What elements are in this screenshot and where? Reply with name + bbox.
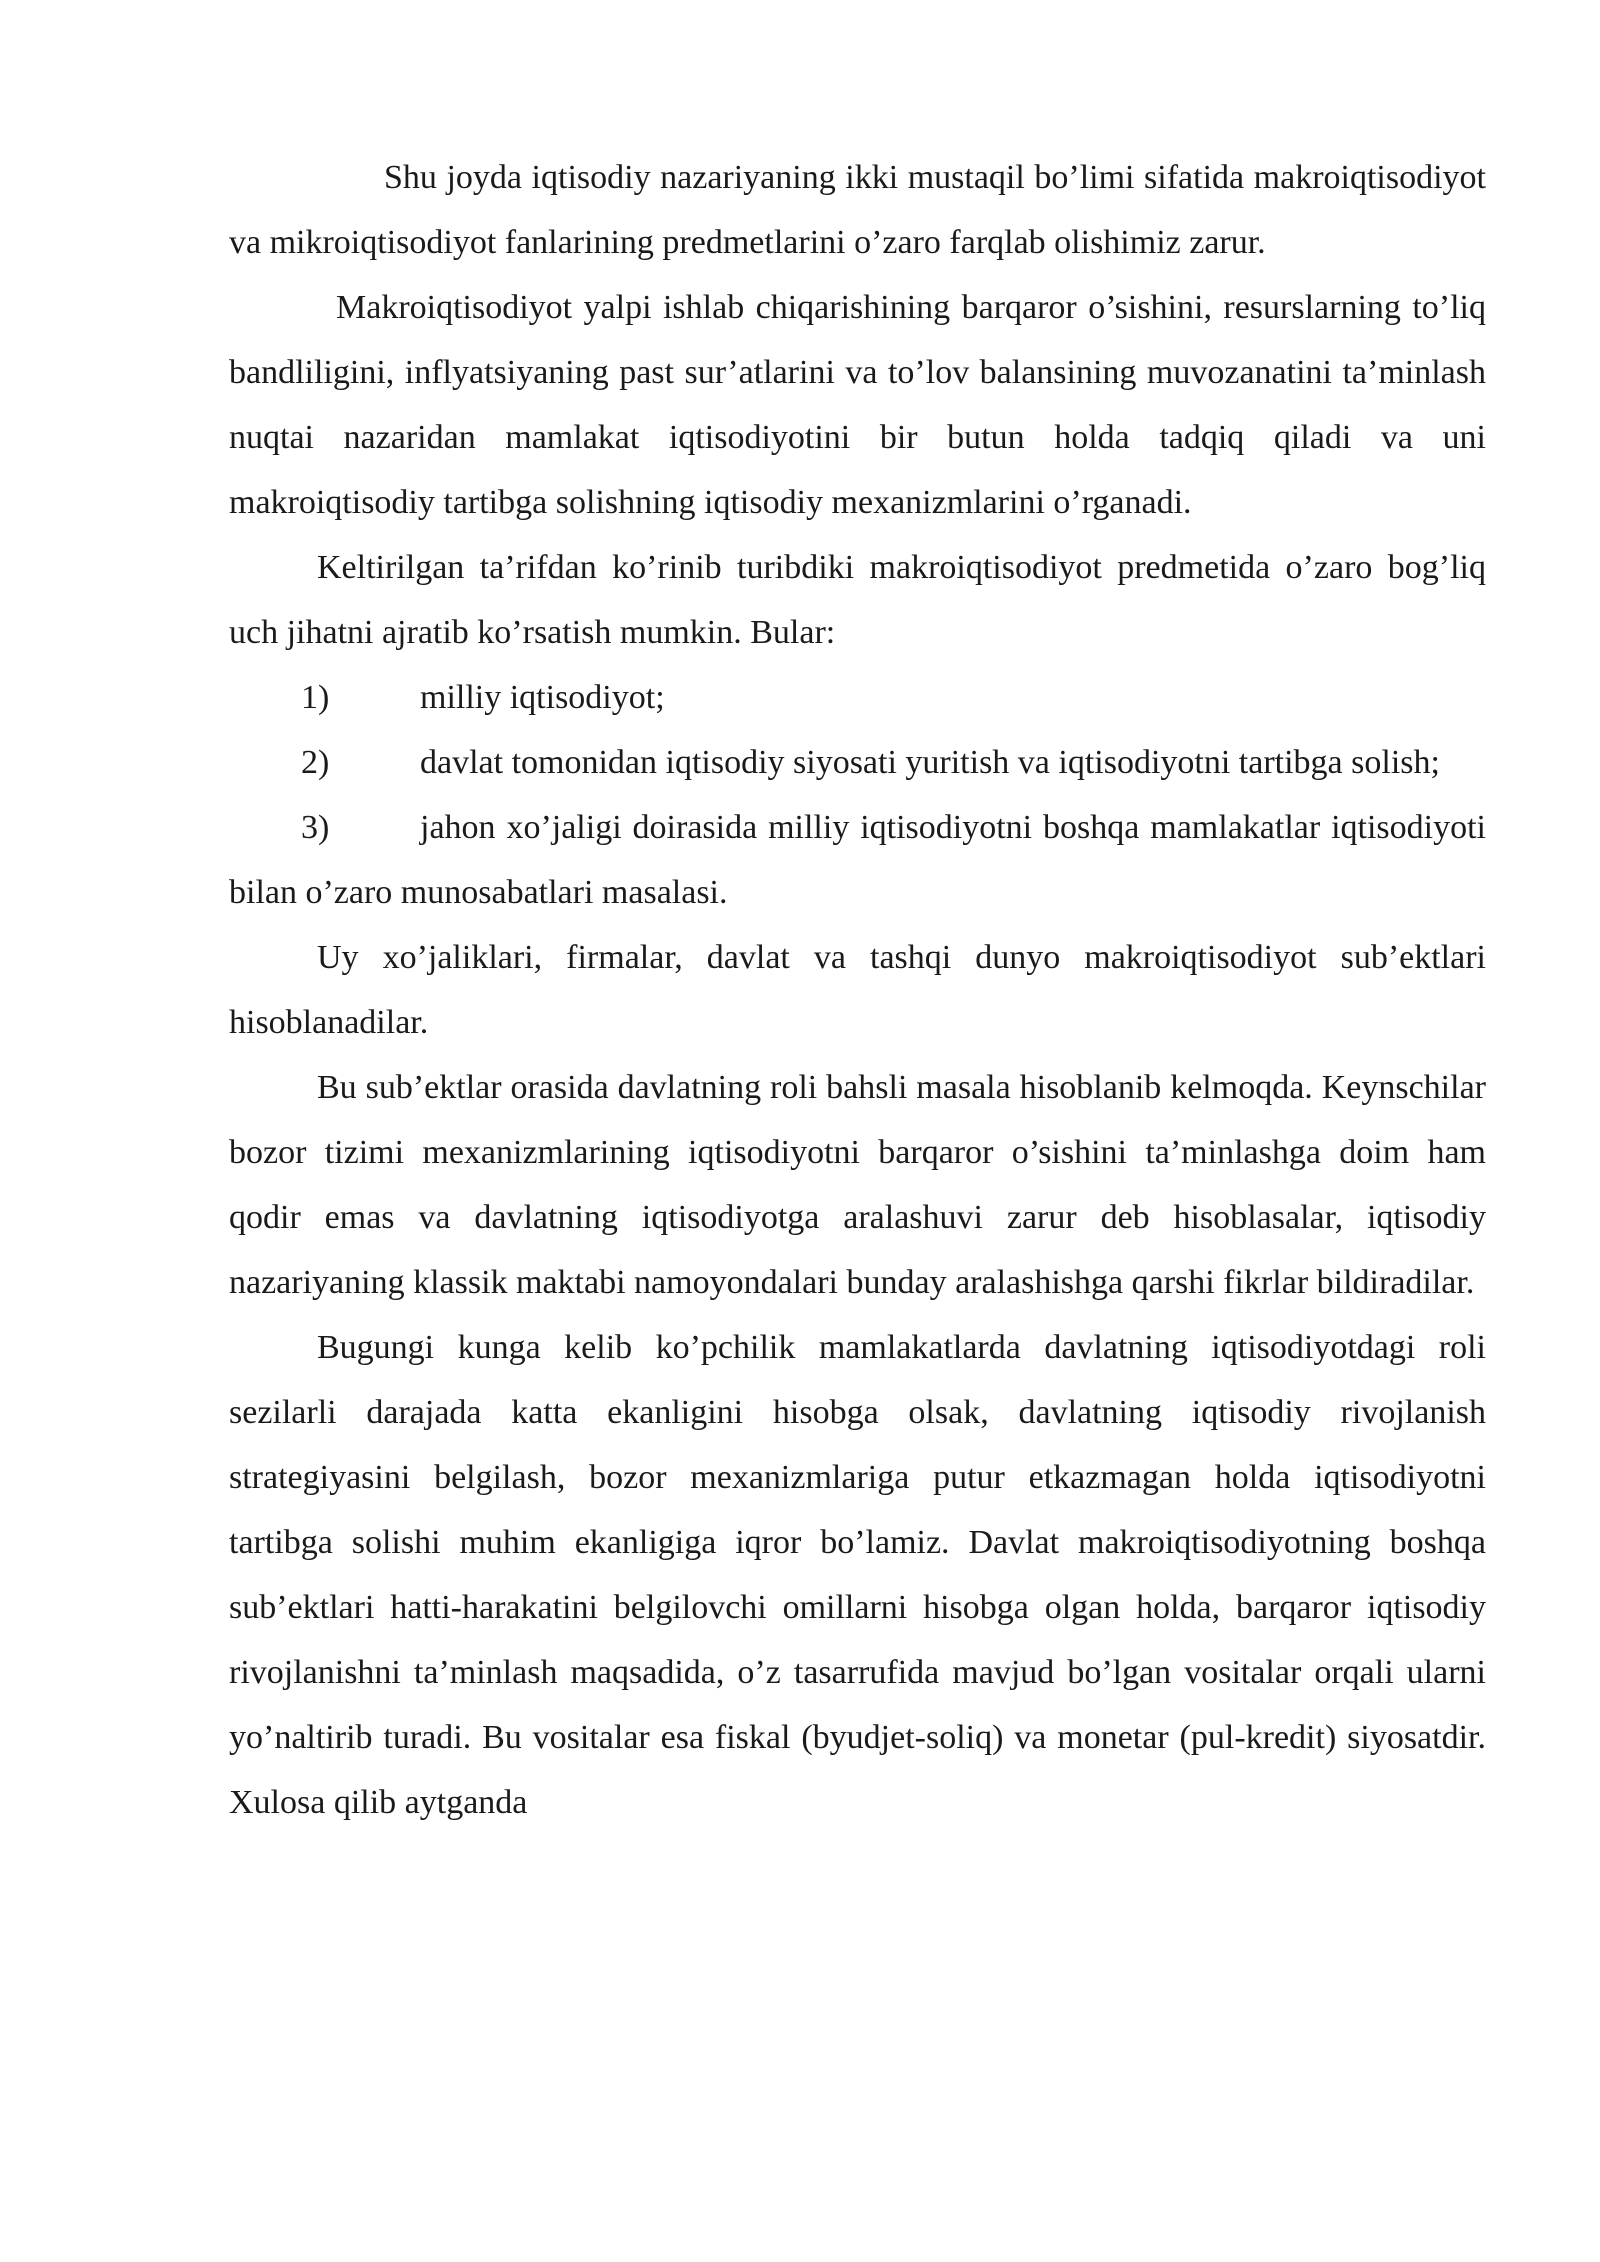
- document-page: [229, 145, 1486, 1835]
- paragraph-subjects: Uy xo’jaliklari, firmalar, davlat va tashqi dunyo makroiqtisodiyot sub’ektlari hisoblanadilar.: [229, 939, 1486, 1041]
- paragraph-policy: Bugungi kunga kelib ko’pchilik mamlakatlarda davlatning iqtisodiyotdagi roli sezilarli darajada katta ekanligini hisobga olsak, davlatning iqtisodiy rivojlanish strategiyasini belgilash, bozor mexanizmlariga putur etkazmagan holda iqtisodiyotni tartibga solishi muhim ekanligiga iqror bo’lamiz. Davlat makroiqtisodiyotning boshqa sub’ektlari hatti-harakatini belgilovchi omillarni hisobga olgan holda, barqaror iqtisodiy rivojlanishni ta’minlash maqsadida, o’z tasarrufida mavjud bo’lgan vositalar orqali ularni yo’naltirib turadi. Bu vositalar esa fiskal (byudjet-soliq) va monetar (pul-kredit) siyosatdir. Xulosa qilib aytganda: [229, 1329, 1486, 1821]
- list-item-number: 1): [301, 679, 330, 716]
- list-item: [229, 665, 1486, 730]
- list-item-text: jahon xo’jaligi doirasida milliy iqtisodiyotni boshqa mamlakatlar iqtisodiyoti bilan o’zaro munosabatlari masalasi.: [229, 809, 1486, 911]
- list-item: [229, 795, 1486, 925]
- aspects-list: [229, 665, 1486, 925]
- paragraph-three-aspects: Keltirilgan ta’rifdan ko’rinib turibdiki makroiqtisodiyot predmetida o’zaro bog’liq uch jihatni ajratib ko’rsatish mumkin. Bular:: [229, 549, 1486, 651]
- list-item-number: 3): [301, 809, 330, 846]
- paragraph-intro: Shu joyda iqtisodiy nazariyaning ikki mustaqil bo’limi sifatida makroiqtisodiyot va mikroiqtisodiyot fanlarining predmetlarini o’zaro farqlab olishimiz zarur.: [229, 159, 1486, 261]
- list-item-text: davlat tomonidan iqtisodiy siyosati yuritish va iqtisodiyotni tartibga solish;: [420, 744, 1440, 781]
- list-item-text: milliy iqtisodiyot;: [420, 679, 665, 716]
- list-item-number: 2): [301, 744, 330, 781]
- paragraph-macro-definition: Makroiqtisodiyot yalpi ishlab chiqarishining barqaror o’sishini, resurslarning to’liq bandliligini, inflyatsiyaning past sur’atlarini va to’lov balansining muvozanatini ta’minlash nuqtai nazaridan mamlakat iqtisodiyotini bir butun holda tadqiq qiladi va uni makroiqtisodiy tartibga solishning iqtisodiy mexanizmlarini o’rganadi.: [229, 289, 1486, 521]
- paragraph-state-role: Bu sub’ektlar orasida davlatning roli bahsli masala hisoblanib kelmoqda. Keynschilar bozor tizimi mexanizmlarining iqtisodiyotni barqaror o’sishini ta’minlashga doim ham qodir emas va davlatning iqtisodiyotga aralashuvi zarur deb hisoblasalar, iqtisodiy nazariyaning klassik maktabi namoyondalari bunday aralashishga qarshi fikrlar bildiradilar.: [229, 1069, 1486, 1301]
- list-item: [229, 730, 1486, 795]
